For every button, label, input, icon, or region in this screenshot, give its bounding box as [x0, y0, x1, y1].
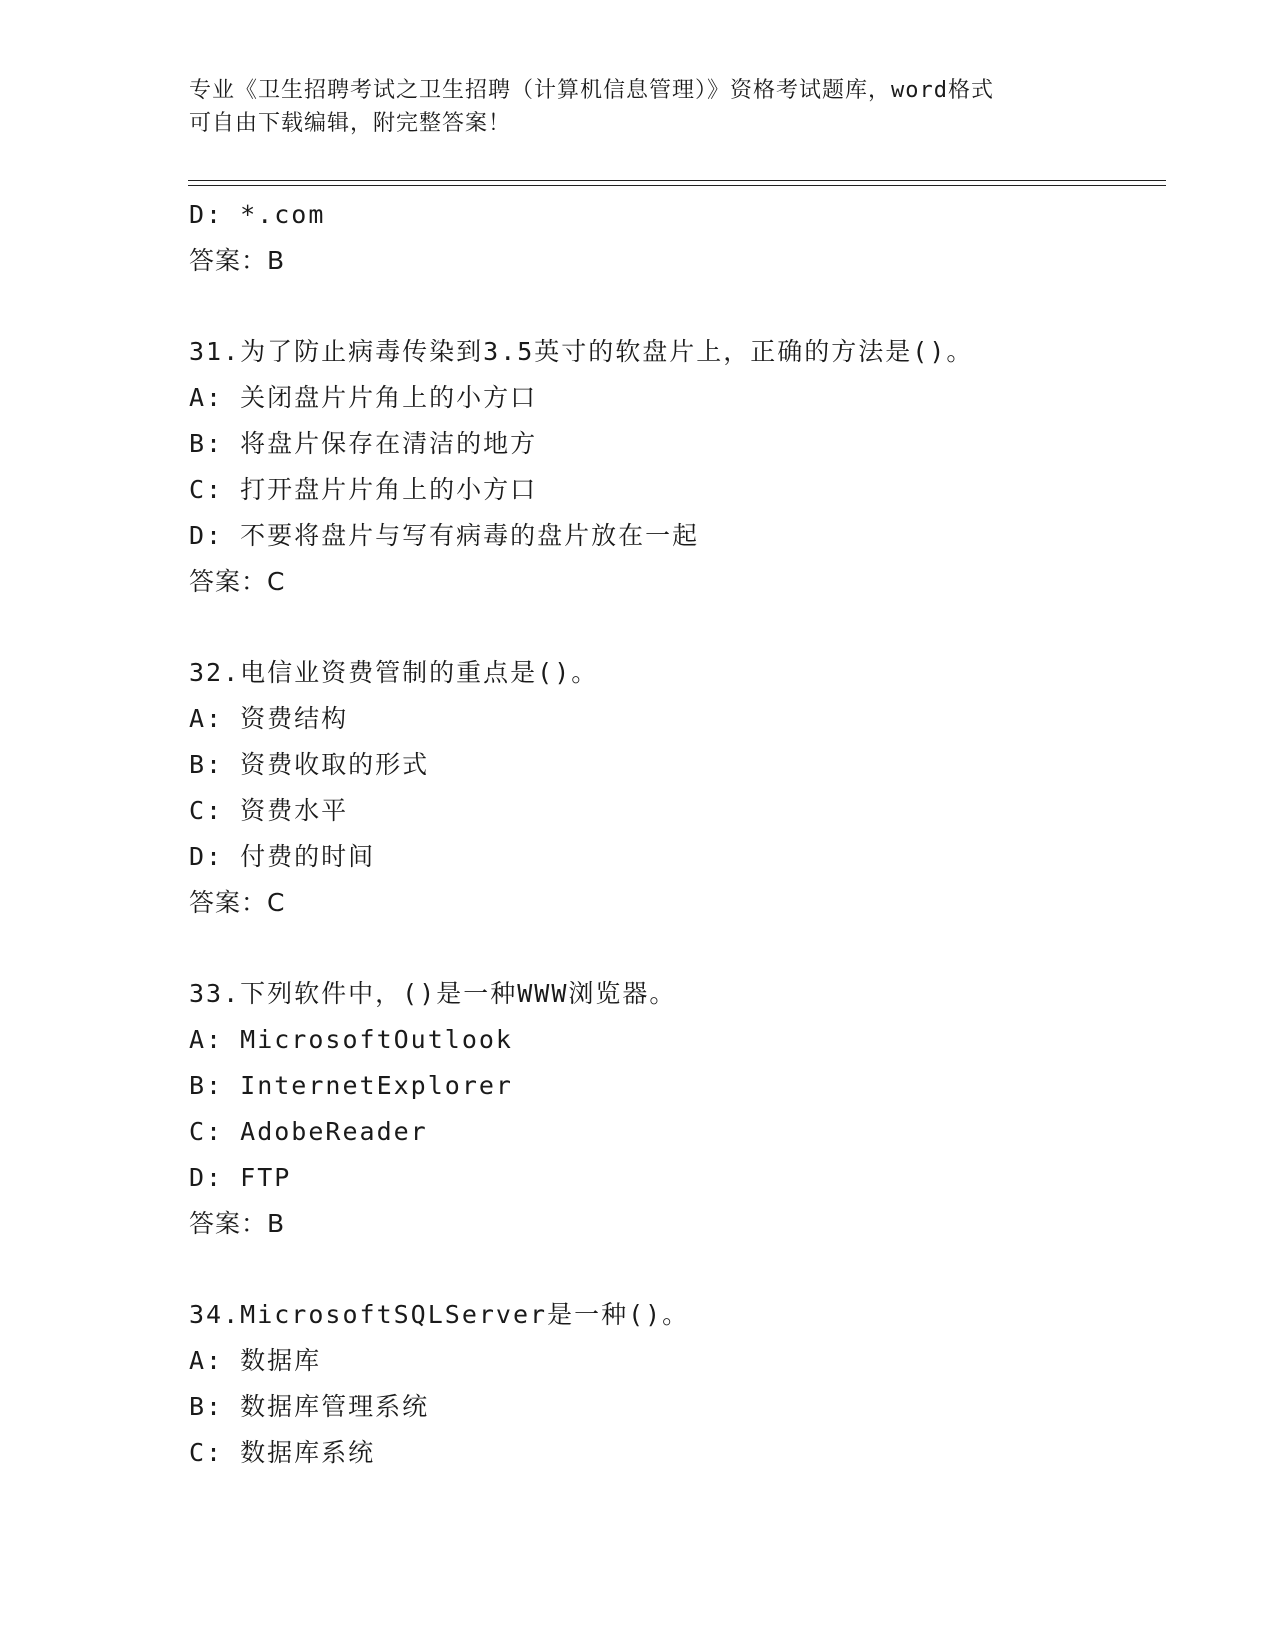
header-divider-top	[188, 180, 1166, 181]
document-header	[189, 74, 1089, 140]
option-a: A: 关闭盘片片角上的小方口	[189, 383, 538, 412]
option-b: B: 将盘片保存在清洁的地方	[189, 429, 538, 458]
option-c: C: 数据库系统	[189, 1438, 376, 1467]
option-b: B: 资费收取的形式	[189, 750, 430, 779]
prev-answer: 答案：B	[189, 246, 286, 275]
option-b: B: InternetExplorer	[189, 1071, 513, 1100]
option-c: C: 打开盘片片角上的小方口	[189, 475, 538, 504]
question-32	[189, 650, 1169, 926]
question-33	[189, 971, 1169, 1247]
question-list	[189, 192, 1169, 1476]
question-34	[189, 1292, 1169, 1476]
question-text: 34.MicrosoftSQLServer是一种()。	[189, 1300, 690, 1329]
option-a: A: 数据库	[189, 1346, 322, 1375]
answer: 答案：C	[189, 888, 286, 917]
question-text: 32.电信业资费管制的重点是()。	[189, 658, 599, 687]
question-31	[189, 329, 1169, 605]
answer: 答案：C	[189, 567, 286, 596]
option-a: A: MicrosoftOutlook	[189, 1025, 513, 1054]
option-a: A: 资费结构	[189, 704, 349, 733]
question-text: 31.为了防止病毒传染到3.5英寸的软盘片上，正确的方法是()。	[189, 337, 974, 366]
option-c: C: AdobeReader	[189, 1117, 428, 1146]
header-line-1: 专业《卫生招聘考试之卫生招聘（计算机信息管理）》资格考试题库，word格式	[189, 78, 994, 103]
option-b: B: 数据库管理系统	[189, 1392, 430, 1421]
question-text: 33.下列软件中，()是一种WWW浏览器。	[189, 979, 677, 1008]
header-line-2: 可自由下载编辑，附完整答案！	[189, 111, 512, 136]
option-d: D: 不要将盘片与写有病毒的盘片放在一起	[189, 521, 700, 550]
option-c: C: 资费水平	[189, 796, 349, 825]
option-d: D: FTP	[189, 1163, 292, 1192]
answer: 答案：B	[189, 1209, 286, 1238]
header-divider-bottom	[188, 185, 1166, 186]
option-d: D: 付费的时间	[189, 842, 376, 871]
prev-option-d: D: *.com	[189, 200, 326, 229]
